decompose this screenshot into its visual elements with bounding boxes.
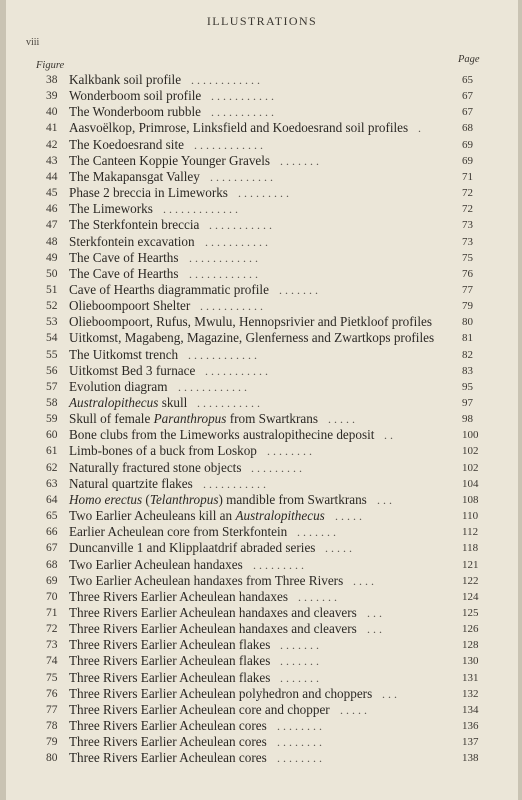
page-ref: 73 [462,219,473,232]
dot-leader: . . . . . [325,541,352,556]
figure-title: Three Rivers Earlier Acheulean handaxes and cleavers [69,621,357,637]
figure-title: Two Earlier Acheulean handaxes [69,556,243,572]
dot-leader: . . . . . . . . . . . [197,396,260,410]
dot-leader: . . . [377,492,392,507]
list-item [6,460,518,476]
figure-title: The Canteen Koppie Younger Gravels [69,152,271,168]
figure-title: Naturally fractured stone objects [69,459,242,475]
figure-title: The Sterkfontein breccia [69,217,200,233]
dot-leader: . . . . . . . . [277,719,322,733]
figure-number: 75 [46,671,58,684]
list-item [6,250,518,266]
figure-number: 46 [46,203,58,216]
dot-leader: . . . . . . . [298,589,337,604]
figure-number: 50 [46,267,58,280]
dot-leader: . . . . . . . . . . . [211,89,274,104]
list-item [6,686,518,702]
page-ref: 121 [462,558,479,571]
figure-number: 48 [46,235,58,248]
page-ref: 108 [462,493,479,506]
list-item [6,153,518,169]
dot-leader: . . . . . . . [280,638,319,653]
figure-title: Three Rivers Earlier Acheulean handaxes [69,588,288,604]
list-item [6,347,518,363]
figure-title: The Cave of Hearths [69,265,179,281]
page-ref: 69 [462,154,473,167]
dot-leader: . . . . . . . . . . . [205,363,268,378]
list-item [6,557,518,573]
list-item [6,573,518,589]
page-ref: 132 [462,687,479,700]
page-ref: 131 [462,671,479,684]
list-item [6,282,518,298]
list-item [6,201,518,217]
list-item [6,137,518,153]
dot-leader: . . . . . . . . [277,751,322,766]
figure-number: 78 [46,720,58,732]
figure-title: Two Earlier Acheuleans kill an Australopithecus [69,508,325,524]
figure-title: The Makapansgat Valley [69,168,200,184]
list-item [6,298,518,314]
figure-title: Bone clubs from the Limeworks australopithecine deposit [69,427,375,443]
dot-leader: . . . . [353,573,374,588]
figure-number: 52 [46,300,58,313]
figure-number: 63 [46,477,58,490]
list-item [6,637,518,653]
list-item [6,88,518,104]
figure-number: 41 [46,122,58,135]
figure-title: The Limeworks [69,201,153,217]
dot-leader: . . . . . . . . . [251,460,302,475]
list-item [6,750,518,766]
dot-leader: . . . . . . . . . . . [211,105,274,120]
page-ref: 112 [462,526,479,539]
list-item [6,734,518,750]
dot-leader: . . . . . . . . . . . . [188,347,257,362]
figure-number: 57 [46,380,58,393]
dot-leader: . . . . . . . . . . . [205,234,268,249]
list-item [6,653,518,669]
page-ref: 130 [462,655,479,668]
figure-title: Three Rivers Earlier Acheulean cores [69,718,267,733]
page-ref: 98 [462,413,473,426]
figure-number: 49 [46,251,58,264]
page-ref: 82 [462,348,473,361]
page-ref: 122 [462,574,479,587]
figure-number: 65 [46,510,58,523]
page-ref: 95 [462,380,473,393]
dot-leader: . . . [382,686,397,701]
list-item [6,379,518,395]
figure-title: Kalkbank soil profile [69,72,182,87]
page-ref: 102 [462,445,479,458]
list-item [6,524,518,540]
page-ref: 104 [462,477,479,490]
page-ref: 110 [462,510,479,523]
figure-title: Three Rivers Earlier Acheulean flakes [69,669,271,685]
list-item [6,621,518,637]
page-ref: 125 [462,606,479,619]
page-ref: 79 [462,300,473,313]
figure-number: 55 [46,348,58,361]
list-item [6,492,518,508]
page-ref: 75 [462,251,473,264]
book-page [6,0,518,800]
figure-number: 64 [46,493,58,506]
page-ref: 102 [462,461,479,474]
figure-number: 60 [46,429,58,442]
figure-number: 47 [46,219,58,232]
page-ref: 118 [462,542,479,555]
dot-leader: . . . . . . . . . [253,557,304,572]
figure-number: 70 [46,590,58,603]
figure-column-heading: Figure [36,60,65,71]
figure-number: 71 [46,606,58,619]
figure-number: 74 [46,655,58,668]
figure-number: 72 [46,623,58,636]
dot-leader: . . . [367,605,382,620]
figure-title: The Uitkomst trench [69,346,179,362]
figure-title: The Wonderboom rubble [69,104,202,120]
figure-number: 45 [46,187,58,200]
page-ref: 71 [462,170,473,183]
page-ref: 67 [462,106,473,119]
figure-title: Olieboompoort, Rufus, Mwulu, Hennopsrivier and Pietkloof profiles [69,314,432,330]
page-number: viii [26,37,40,48]
dot-leader: . . . . . . . . . . . . [194,137,263,152]
list-item [6,169,518,185]
figure-title: Homo erectus (Telanthropus) mandible from Swartkrans [69,491,367,507]
dot-leader: . [418,121,421,136]
figure-title: Three Rivers Earlier Acheulean core and chopper [69,701,330,717]
figure-number: 76 [46,687,58,700]
page-ref: 128 [462,639,479,652]
page-ref: 81 [462,332,473,345]
figure-number: 59 [46,413,58,426]
page-ref: 83 [462,364,473,377]
dot-leader: . . [384,428,393,443]
dot-leader: . . . . . . . . . . . [209,218,272,233]
figure-title: The Koedoesrand site [69,136,184,152]
list-item [6,589,518,605]
dot-leader: . . . . . [335,509,362,524]
list-item [6,702,518,718]
figure-number: 73 [46,639,58,652]
dot-leader: . . . . . . . . . . . [210,169,273,184]
page-ref: 136 [462,720,479,732]
dot-leader: . . . . . . . . . . . [200,299,263,314]
list-item [6,120,518,136]
page-ref: 77 [462,283,473,296]
list-item [6,670,518,686]
figure-number: 79 [46,736,58,749]
dot-leader: . . . . . . . [279,282,318,297]
dot-leader: . . . . . . . . [267,444,312,459]
figure-number: 69 [46,574,58,587]
figure-title: Skull of female Paranthropus from Swartkrans [69,411,318,427]
figure-title: Evolution diagram [69,378,168,394]
list-item [6,314,518,330]
figure-title: Aasvoëlkop, Primrose, Linksfield and Koedoesrand soil profiles [69,120,409,136]
list-item [6,104,518,120]
figure-number: 68 [46,558,58,571]
dot-leader: . . . . . [340,702,367,717]
dot-leader: . . . . . . . . . . . [203,476,266,491]
figure-title: Natural quartzite flakes [69,475,193,491]
figure-title: Olieboompoort Shelter [69,298,191,314]
page-ref: 100 [462,429,479,442]
page-ref: 72 [462,187,473,200]
figure-number: 44 [46,170,58,183]
list-item [6,185,518,201]
figure-title: Limb-bones of a buck from Loskop [69,443,257,459]
dot-leader: . . . . . . . [280,153,319,168]
list-item [6,718,518,734]
figure-number: 62 [46,461,58,474]
running-head: ILLUSTRATIONS [206,14,318,28]
list-item [6,540,518,556]
page-ref: 73 [462,235,473,248]
figure-number: 51 [46,283,58,296]
page-ref: 68 [462,122,473,135]
page-ref: 134 [462,703,479,716]
list-item [6,266,518,282]
list-item [6,363,518,379]
list-item [6,72,518,88]
page-ref: 137 [462,736,479,749]
dot-leader: . . . . . . . [280,670,319,685]
figure-title: Three Rivers Earlier Acheulean polyhedron and choppers [69,685,373,701]
page-ref: 65 [462,74,473,86]
figure-title: Three Rivers Earlier Acheulean cores [69,750,267,766]
figure-title: Cave of Hearths diagrammatic profile [69,281,269,297]
figure-number: 53 [46,316,58,329]
figure-title: Uitkomst Bed 3 furnace [69,362,196,378]
figure-number: 43 [46,154,58,167]
page-ref: 124 [462,590,479,603]
dot-leader: . . . [367,622,382,637]
figure-number: 40 [46,106,58,119]
dot-leader: . . . . . . . . [277,735,322,750]
figure-number: 77 [46,703,58,716]
figure-title: Two Earlier Acheulean handaxes from Three Rivers [69,572,344,588]
dot-leader: . . . . . . . . . . . . [189,250,258,265]
dot-leader: . . . . . . . . . . . . [191,73,260,87]
dot-leader: . . . . . . . [297,525,336,540]
figure-title: Wonderboom soil profile [69,88,202,104]
figure-number: 58 [46,397,58,409]
figure-number: 56 [46,364,58,377]
page-ref: 138 [462,752,479,765]
list-item [6,234,518,250]
figure-title: Uitkomst, Magabeng, Magazine, Glenferness and Zwartkops profiles [69,330,435,346]
list-item [6,476,518,492]
dot-leader: . . . . . . . . . . . . [178,379,247,394]
page-ref: 97 [462,397,473,409]
figure-number: 80 [46,752,58,765]
figure-number: 42 [46,138,58,151]
figure-title: Sterkfontein excavation [69,233,195,249]
figure-title: Three Rivers Earlier Acheulean flakes [69,637,271,653]
list-item [6,217,518,233]
dot-leader: . . . . . . . . . . . . . [163,202,238,217]
page-ref: 67 [462,90,473,103]
list-item [6,605,518,621]
list-item [6,443,518,459]
figure-title: Duncanville 1 and Klipplaatdrif abraded series [69,540,316,556]
list-item [6,508,518,524]
figure-number: 67 [46,542,58,555]
figure-title: Three Rivers Earlier Acheulean cores [69,734,267,750]
figure-title: Three Rivers Earlier Acheulean flakes [69,653,271,669]
figure-number: 39 [46,90,58,103]
figure-title: Australopithecus skull [69,395,188,410]
dot-leader: . . . . . [328,412,355,427]
dot-leader: . . . . . . . [280,654,319,669]
figure-number: 54 [46,332,58,345]
page-ref: 126 [462,623,479,636]
list-item [6,427,518,443]
list-item [6,395,518,411]
list-item [6,330,518,346]
page-ref: 80 [462,316,473,329]
page-ref: 76 [462,267,473,280]
figure-title: Earlier Acheulean core from Sterkfontein [69,524,288,540]
figure-number: 66 [46,526,58,539]
dot-leader: . . . . . . . . . . . . [189,266,258,281]
figure-title: Three Rivers Earlier Acheulean handaxes and cleavers [69,604,357,620]
dot-leader: . . . . . . . . . [238,186,289,201]
figure-title: The Cave of Hearths [69,249,179,265]
page-ref: 69 [462,138,473,151]
figure-number: 61 [46,445,58,458]
page-ref: 72 [462,203,473,216]
page-column-heading: Page [458,54,480,65]
figure-title: Phase 2 breccia in Limeworks [69,185,228,201]
list-item [6,411,518,427]
figure-number: 38 [46,74,58,86]
